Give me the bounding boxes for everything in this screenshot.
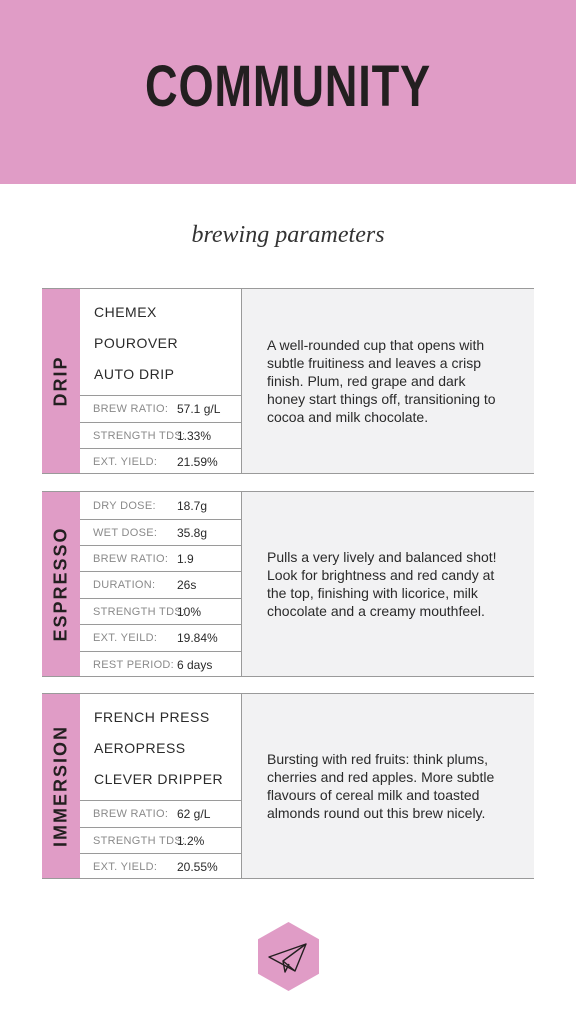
param-label: BREW RATIO: <box>93 552 169 565</box>
param-label: EXT. YIELD: <box>93 860 158 873</box>
param-row <box>80 624 241 651</box>
param-row <box>80 651 241 677</box>
param-value: 62 g/L <box>177 807 211 821</box>
header-banner <box>0 0 576 184</box>
param-value: 35.8g <box>177 525 208 540</box>
param-value: 19.84% <box>177 631 218 645</box>
param-value: 6 days <box>177 657 213 672</box>
immersion-description-panel <box>242 694 534 878</box>
espresso-label: ESPRESSO <box>50 526 71 642</box>
method-item: POUROVER <box>94 335 179 351</box>
param-row <box>80 492 241 519</box>
param-value: 1.2% <box>177 833 205 848</box>
param-label: BREW RATIO: <box>93 403 169 415</box>
immersion-label: IMMERSION <box>50 724 71 848</box>
param-label: STRENGTH TDS: <box>93 429 186 442</box>
method-item: CHEMEX <box>94 304 157 320</box>
param-value: 20.55% <box>177 859 218 874</box>
espresso-parameters <box>80 492 242 676</box>
param-value: 1.9 <box>177 551 194 566</box>
immersion-parameters <box>80 694 242 878</box>
param-value: 1.33% <box>177 428 212 443</box>
drip-section <box>42 288 534 474</box>
drip-side-label <box>42 289 80 473</box>
param-row <box>80 519 241 545</box>
method-item: CLEVER DRIPPER <box>94 771 224 787</box>
drip-description: A well-rounded cup that opens with subtle fruitiness and leaves a crisp finish. Plum, red grape and dark honey start things off, transitioning to cocoa and milk chocolate. <box>267 337 496 425</box>
param-value: 57.1 g/L <box>177 402 221 416</box>
espresso-description-panel <box>242 492 534 676</box>
immersion-side-label <box>42 694 80 878</box>
param-row <box>80 545 241 571</box>
param-value: 10% <box>177 604 202 619</box>
param-value: 26s <box>177 578 197 592</box>
param-label: STRENGTH TDS: <box>93 834 186 847</box>
espresso-section <box>42 491 534 677</box>
param-label: DURATION: <box>93 579 156 591</box>
drip-description-panel <box>242 289 534 473</box>
param-row <box>80 827 241 853</box>
page-title: COMMUNITY <box>145 54 431 119</box>
param-label: BREW RATIO: <box>93 808 169 820</box>
param-value: 18.7g <box>177 498 208 513</box>
method-item: AUTO DRIP <box>94 366 175 382</box>
param-row <box>80 395 241 422</box>
param-label: EXT. YIELD: <box>93 455 158 468</box>
espresso-description: Pulls a very lively and balanced shot! Look for brightness and red candy at the top, finishing with licorice, milk chocolate and a creamy mouthfeel. <box>267 549 497 619</box>
param-row <box>80 598 241 624</box>
param-row <box>80 448 241 474</box>
immersion-description: Bursting with red fruits: think plums, cherries and red apples. More subtle flavours of cereal milk and toasted almonds round out this brew nicely. <box>267 751 495 821</box>
method-item: FRENCH PRESS <box>94 709 210 725</box>
param-value: 21.59% <box>177 454 218 469</box>
param-row <box>80 571 241 598</box>
drip-label: DRIP <box>50 355 71 407</box>
param-label: STRENGTH TDS: <box>93 605 186 618</box>
paper-plane-icon <box>258 922 319 991</box>
param-label: DRY DOSE: <box>93 499 156 512</box>
param-label: WET DOSE: <box>93 526 158 539</box>
param-row <box>80 853 241 879</box>
espresso-side-label <box>42 492 80 676</box>
page-subtitle: brewing parameters <box>191 222 385 248</box>
param-row <box>80 422 241 448</box>
param-label: EXT. YEILD: <box>93 632 158 644</box>
drip-parameters <box>80 289 242 473</box>
param-row <box>80 800 241 827</box>
immersion-section <box>42 693 534 879</box>
param-label: REST PERIOD: <box>93 658 175 671</box>
method-item: AEROPRESS <box>94 740 186 756</box>
